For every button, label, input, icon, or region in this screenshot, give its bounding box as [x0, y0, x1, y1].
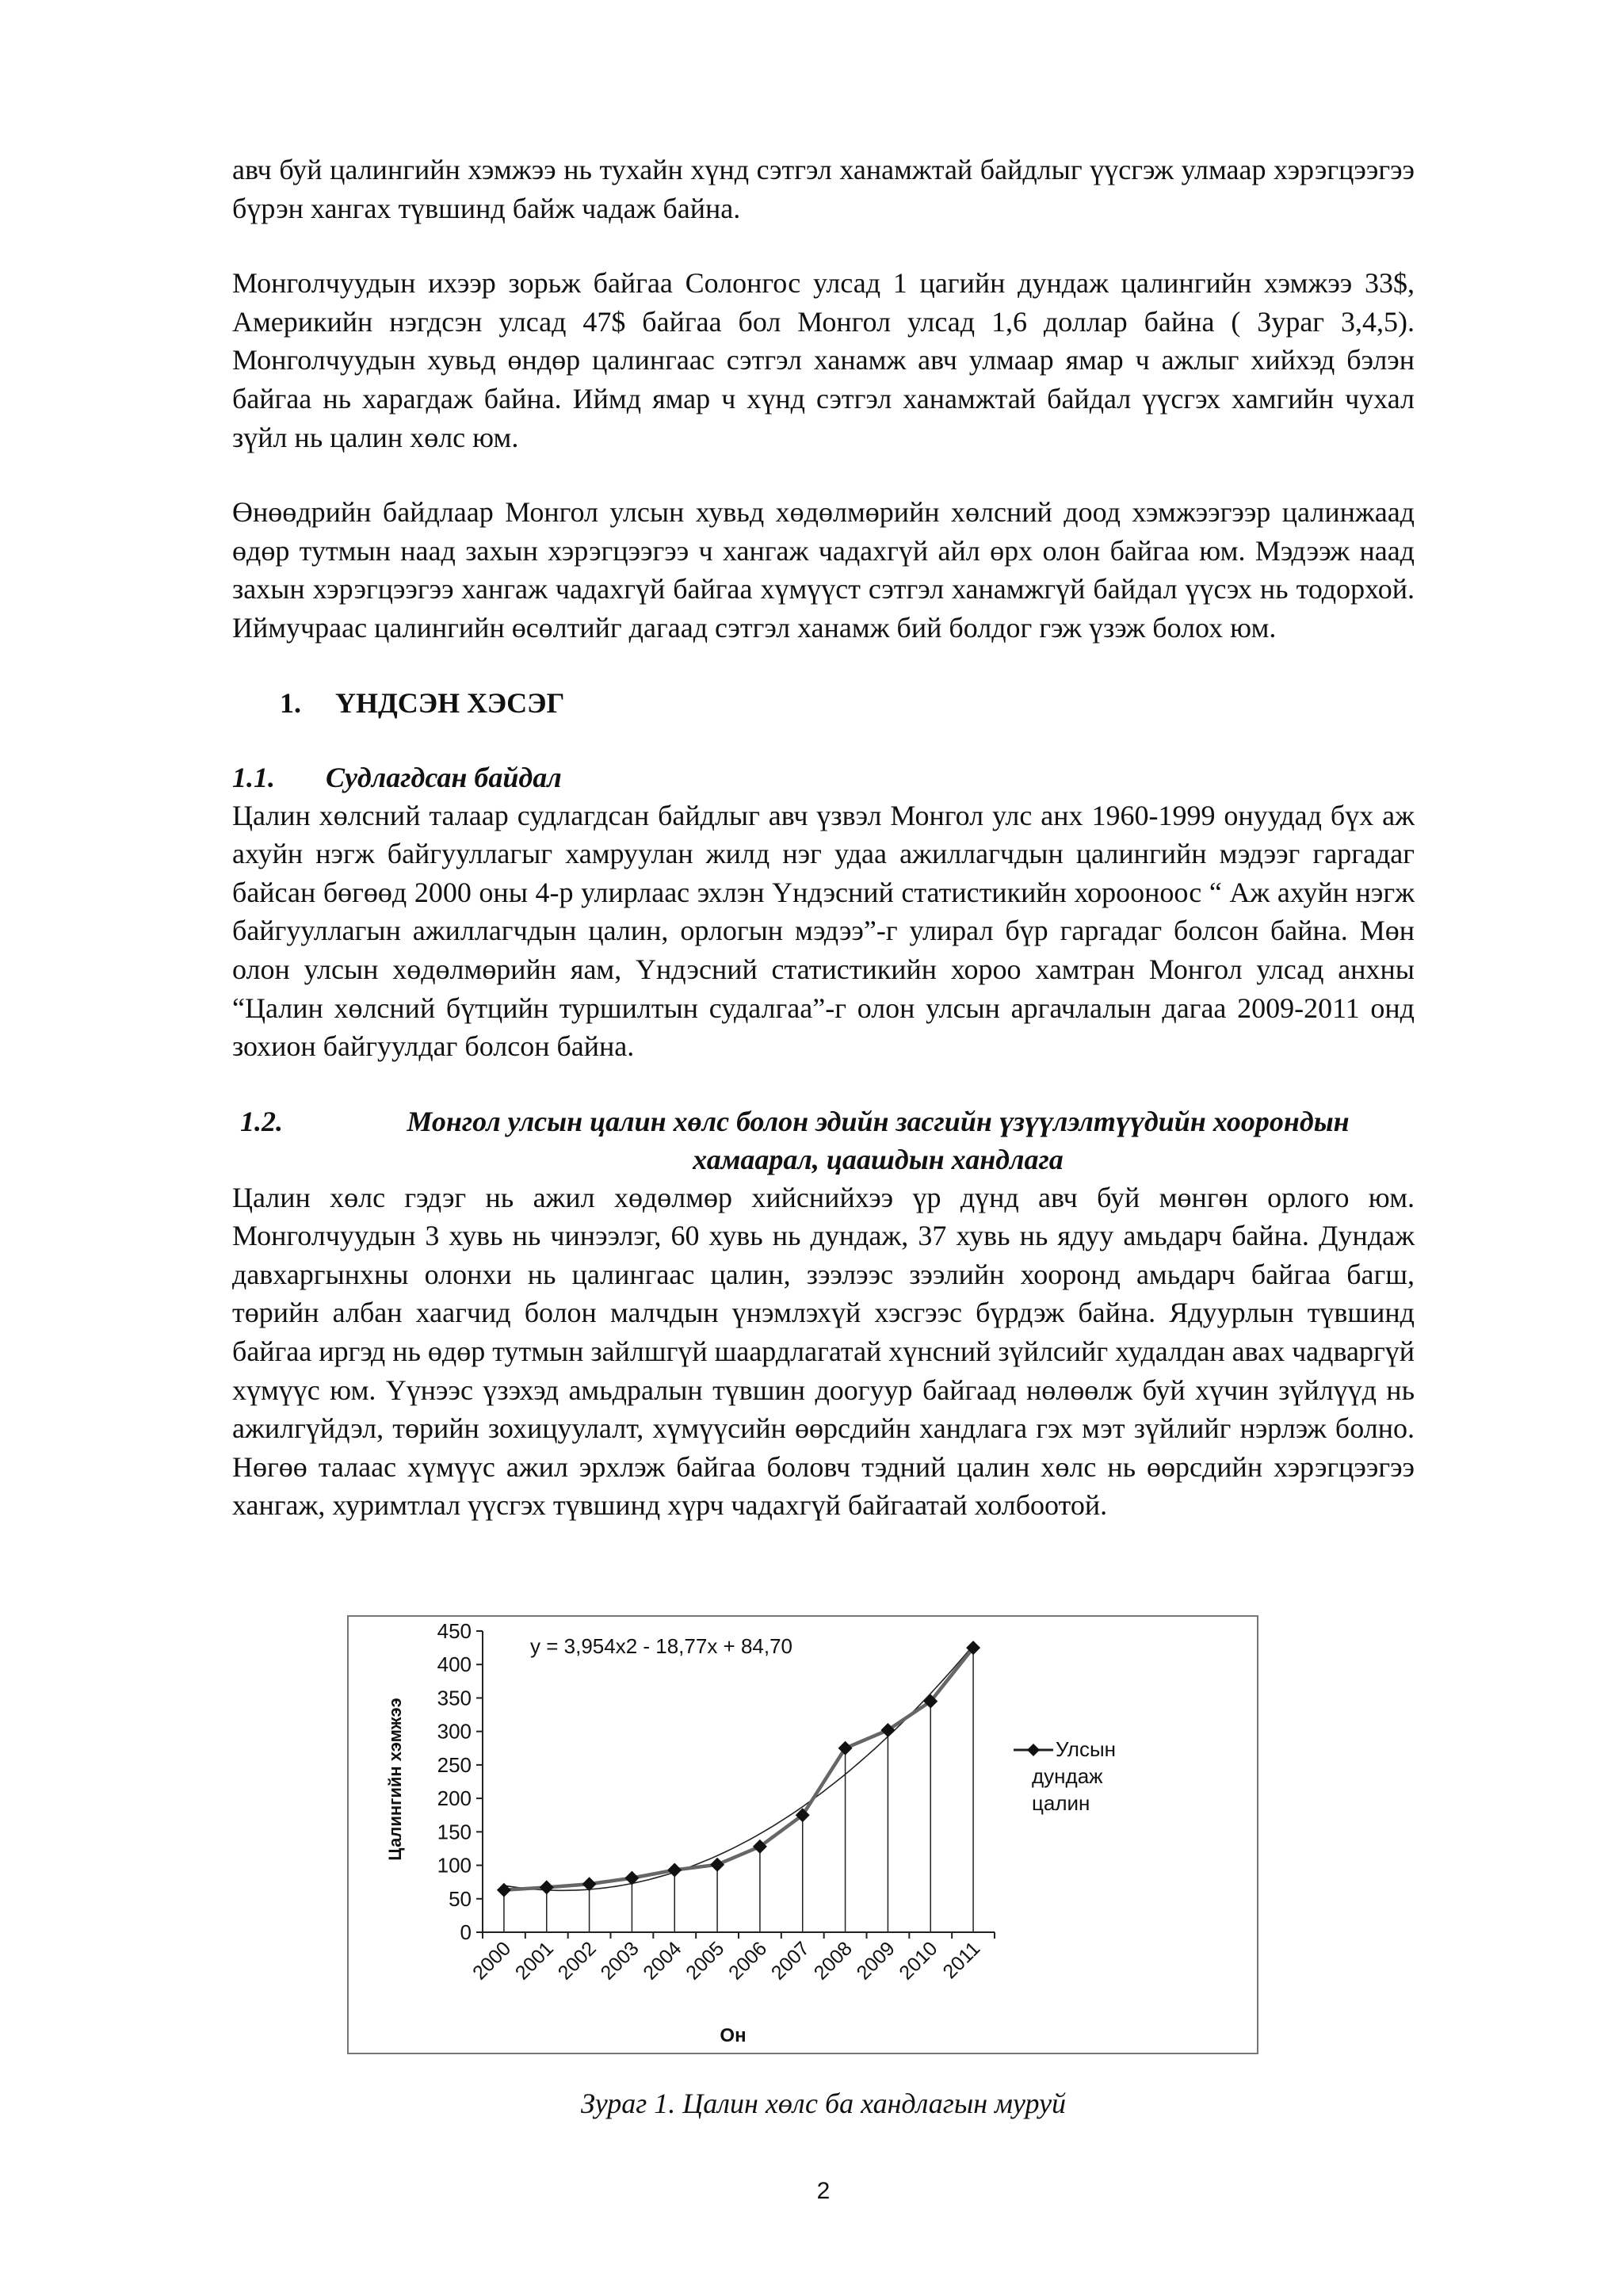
y-tick-label: 300: [437, 1719, 472, 1744]
x-tick-label: 2011: [938, 1937, 985, 1984]
y-tick-label: 0: [460, 1920, 472, 1944]
data-point-marker: [497, 1883, 511, 1897]
paragraph-minimum-wage: Өнөөдрийн байдлаар Монгол улсын хувьд хөдөлмөрийн хөлсний доод хэмжээгээр цалинжаад өдөр тутмын наад захын хэрэгцээгээ ч хангаж чадахгүй айл өрх олон байгаа юм. Мэдээж наад захын хэрэгцээгээ хангаж чадахгүй байгаа хүмүүст сэтгэл ханамжгүй байдал үүсэх нь тодорхой. Иймучраас цалингийн өсөлтийг дагаад сэтгэл ханамж бий болдог гэж үзэж болох юм.: [232, 496, 1415, 644]
x-tick-label: 2005: [682, 1937, 729, 1985]
x-tick-label: 2010: [895, 1937, 942, 1985]
subsection-heading-1-1: [232, 758, 1415, 797]
series-markers: [497, 1641, 980, 1897]
y-tick-label: 450: [437, 1619, 472, 1643]
x-ticks: [468, 1932, 995, 1985]
subsection-title-line-1: Монгол улсын цалин хөлс болон эдийн засгийн үзүүлэлтүүдийн хоорондын: [407, 1105, 1350, 1137]
y-tick-label: 350: [437, 1686, 472, 1710]
y-tick-label: 200: [437, 1786, 472, 1811]
wage-trend-chart: [349, 1617, 1257, 2053]
section-number: 1.: [280, 686, 301, 719]
legend-label-line: цалин: [1032, 1791, 1090, 1815]
legend-label-line: Улсын: [1056, 1737, 1116, 1761]
y-tick-label: 150: [437, 1820, 472, 1844]
trendline-equation: y = 3,954x2 - 18,77x + 84,70: [530, 1634, 793, 1658]
x-tick-label: 2004: [639, 1937, 686, 1985]
page-number: 2: [816, 2178, 831, 2204]
y-ticks: [437, 1619, 483, 1944]
x-tick-label: 2001: [510, 1937, 558, 1985]
drop-lines: [504, 1648, 973, 1932]
y-tick-label: 100: [437, 1853, 472, 1878]
chart-legend: [1014, 1737, 1116, 1815]
paragraph-wages-comparison: Монголчуудын ихээр зорьж байгаа Солонгос улсад 1 цагийн дундаж цалингийн хэмжээ 33$, Америкийн нэгдсэн улсад 47$ байгаа бол Монгол улсад 1,6 доллар байна ( Зураг 3,4,5). Монголчуудын хувьд өндөр цалингаас сэтгэл ханамж авч улмаар ямар ч ажлыг хийхэд бэлэн байгаа нь харагдаж байна. Иймд ямар ч хүнд сэтгэл ханамжтай байдал үүсгэх хамгийн чухал зүйл нь цалин хөлс юм.: [232, 267, 1415, 453]
y-tick-label: 50: [449, 1886, 472, 1911]
y-axis-label: Цалингийн хэмжээ: [385, 1698, 405, 1861]
x-axis-label: Он: [720, 2025, 747, 2046]
x-tick-label: 2003: [596, 1937, 643, 1985]
data-point-marker: [710, 1858, 724, 1872]
subsection-heading-1-2: [232, 1102, 1415, 1179]
subsection-title-line-2: хамаарал, цаашдын хандлага: [693, 1143, 1064, 1175]
paragraph-wage-definition: Цалин хөлс гэдэг нь ажил хөдөлмөр хийснийхээ үр дүнд авч буй мөнгөн орлого юм. Монголчуудын 3 хувь нь чинээлэг, 60 хувь нь дундаж, 37 хувь нь ядуу амьдарч байна. Дундаж давхаргынхны олонхи нь цалингаас цалин, зээлээс зээлийн хооронд амьдарч байгаа багш, төрийн албан хаагчид болон малчдын үнэмлэхүй хэсгээс бүрдэж байна. Ядуурлын түвшинд байгаа иргэд нь өдөр тутмын зайлшгүй шаардлагатай хүнсний зүйлсийг худалдан авах чадваргүй хүмүүс юм. Үүнээс үзэхэд амьдралын түвшин доогуур байгаад нөлөөлж буй хүчин зүйлүүд нь ажилгүйдэл, төрийн зохицуулалт, хүмүүсийн өөрсдийн хандлага гэх мэт зүйлийг нэрлэж болно. Нөгөө талаас хүмүүс ажил эрхлэж байгаа боловч тэдний цалин хөлс нь өөрсдийн хэрэгцээгээ хангаж, хуримтлал үүсгэх түвшинд хүрч чадахгүй байгаатай холбоотой.: [232, 1181, 1415, 1522]
section-heading: [232, 684, 1415, 722]
legend-marker: [1027, 1744, 1040, 1756]
x-tick-label: 2008: [809, 1937, 857, 1985]
subsection-title: Судлагдсан байдал: [326, 761, 562, 793]
legend-label-line: дундаж: [1032, 1764, 1103, 1788]
document-page: [232, 151, 1415, 1525]
subsection-number: 1.1.: [232, 761, 275, 793]
section-title: ҮНДСЭН ХЭСЭГ: [335, 686, 565, 719]
subsection-number: 1.2.: [240, 1105, 283, 1137]
figure-chart: [347, 1615, 1258, 2054]
figure-caption: Зураг 1. Цалин хөлс ба хандлагын муруй: [580, 2088, 1067, 2119]
paragraph-research-status: Цалин хөлсний талаар судлагдсан байдлыг авч үзвэл Монгол улс анх 1960-1999 онуудад бүх аж ахуйн нэгж байгууллагыг хамруулан жилд нэг удаа ажиллагчдын цалингийн мэдээг гаргадаг байсан бөгөөд 2000 оны 4-р улирлаас эхлэн Үндэсний статистикийн хорооноос “ Аж ахуйн нэгж байгууллагын ажиллагчдын цалин, орлогын мэдээ”-г улирал бүр гаргадаг болсон байна. Мөн олон улсын хөдөлмөрийн яам, Үндэсний статистикийн хороо хамтран Монгол улсад анхны “Цалин хөлсний бүтцийн туршилтын судалгаа”-г олон улсын аргачлалын дагаа 2009-2011 онд зохион байгуулдаг болсон байна.: [232, 799, 1415, 1063]
x-tick-label: 2006: [724, 1937, 772, 1985]
x-tick-label: 2000: [468, 1937, 516, 1985]
x-tick-label: 2002: [553, 1937, 601, 1985]
data-point-marker: [540, 1880, 554, 1894]
subsection-title: [342, 1102, 1415, 1179]
data-point-marker: [667, 1862, 682, 1877]
y-tick-label: 250: [437, 1752, 472, 1777]
series-line: [504, 1648, 973, 1890]
x-tick-label: 2007: [766, 1937, 814, 1985]
paragraph-intro: авч буй цалингийн хэмжээ нь тухайн хүнд сэтгэл ханамжтай байдлыг үүсгэж улмаар хэрэгцээгээ бүрэн хангах түвшинд байж чадаж байна.: [232, 154, 1415, 224]
y-tick-label: 400: [437, 1652, 472, 1677]
x-tick-label: 2009: [852, 1937, 899, 1985]
